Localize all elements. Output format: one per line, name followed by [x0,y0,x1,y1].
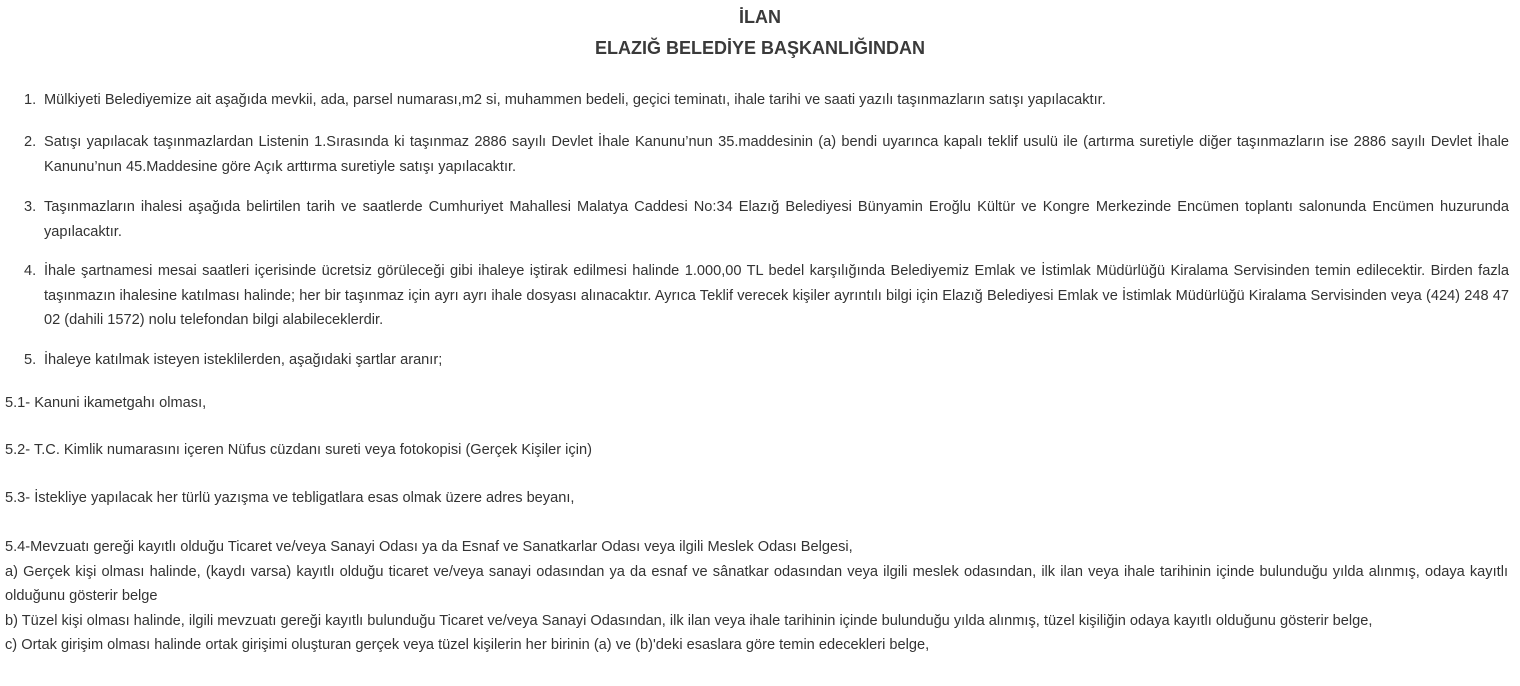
condition-5-1: 5.1- Kanuni ikametgahı olması, [5,395,207,411]
list-item [0,348,1520,373]
list-item-text: İhale şartnamesi mesai saatleri içerisinde ücretsiz görüleceği gibi ihaleye iştirak edilmesi halinde 1.000,00 TL bedel karşılığında Belediyemiz Emlak ve İstimlak Müdürlüğü Kiralama Servisinden temin edilecektir. Birden fazla taşınmazın ihalesine katılması halinde; her bir taşınmaz için ayrı ayrı ihale dosyası alınacaktır. Ayrıca Teklif verecek kişiler ayrıntılı bilgi için Elazığ Belediyesi Emlak ve İstimlak Müdürlüğü Kiralama Servisinden veya (424) 248 47 02 (dahili 1572) nolu telefondan bilgi alabileceklerdir. [44,263,1509,328]
announcement-title: İLAN [739,7,781,27]
list-item-text: Taşınmazların ihalesi aşağıda belirtilen tarih ve saatlerde Cumhuriyet Mahallesi Malatya Caddesi No:34 Elazığ Belediyesi Bünyamin Eroğlu Kültür ve Kongre Merkezinde Encümen toplantı salonunda Encümen huzurunda yapılacaktır. [44,199,1509,240]
list-item [0,195,1520,244]
list-item [0,259,1520,333]
condition-5-4-a: a) Gerçek kişi olması halinde, (kaydı varsa) kayıtlı olduğu ticaret ve/veya sanayi odasından ya da esnaf ve sânatkar odasından veya ilgili meslek odasından, ilk ilan veya ihale tarihinin içinde bulunduğu yılda alınmış, odaya kayıtlı olduğunu gösterir belge [5,563,1508,604]
announcement-header [0,0,1520,64]
list-item-number: 4. [24,263,37,279]
list-item-text: Mülkiyeti Belediyemize ait aşağıda mevkii, ada, parsel numarası,m2 si, muhammen bedeli, geçici teminatı, ihale tarihi ve saati yazılı taşınmazların satışı yapılacaktır. [44,92,1106,108]
condition-5-4-b: b) Tüzel kişi olması halinde, ilgili mevzuatı gereği kayıtlı bulunduğu Ticaret ve/veya Sanayi Odasından, ilk ilan veya ihale tarihinin içinde bulunduğu yılda alınmış, tüzel kişiliğin odaya kayıtlı olduğunu gösterir belge, [5,612,1373,629]
list-item [0,130,1520,179]
list-item [0,88,1520,113]
list-item-number: 1. [24,92,37,108]
list-item-number: 3. [24,199,37,215]
condition-5-3: 5.3- İstekliye yapılacak her türlü yazışma ve tebligatlara esas olmak üzere adres beyanı, [5,490,575,506]
list-item-number: 5. [24,352,37,368]
list-item-text: İhaleye katılmak isteyen isteklilerden, aşağıdaki şartlar aranır; [44,352,443,368]
list-item-text: Satışı yapılacak taşınmazlardan Listenin 1.Sırasında ki taşınmaz 2886 sayılı Devlet İhale Kanunu’nun 35.maddesinin (a) bendi uyarınca kapalı teklif usulü ile (artırma suretiyle diğer taşınmazların ise 2886 sayılı Devlet İhale Kanunu’nun 45.Maddesine göre Açık arttırma suretiyle satışı yapılacaktır. [44,134,1509,175]
condition-5-4-intro: 5.4-Mevzuatı gereği kayıtlı olduğu Ticaret ve/veya Sanayi Odası ya da Esnaf ve Sanatkarlar Odası veya ilgili Meslek Odası Belgesi, [5,539,853,555]
condition-5-2: 5.2- T.C. Kimlik numarasını içeren Nüfus cüzdanı sureti veya fotokopisi (Gerçek Kişiler için) [5,442,592,458]
condition-5-4 [5,535,1508,658]
list-item-number: 2. [24,134,37,150]
announcement-subtitle: ELAZIĞ BELEDİYE BAŞKANLIĞINDAN [594,38,925,58]
condition-5-4-c: c) Ortak girişim olması halinde ortak girişimi oluşturan gerçek veya tüzel kişilerin her birinin (a) ve (b)'deki esaslara göre temin edecekleri belge, [5,637,930,653]
